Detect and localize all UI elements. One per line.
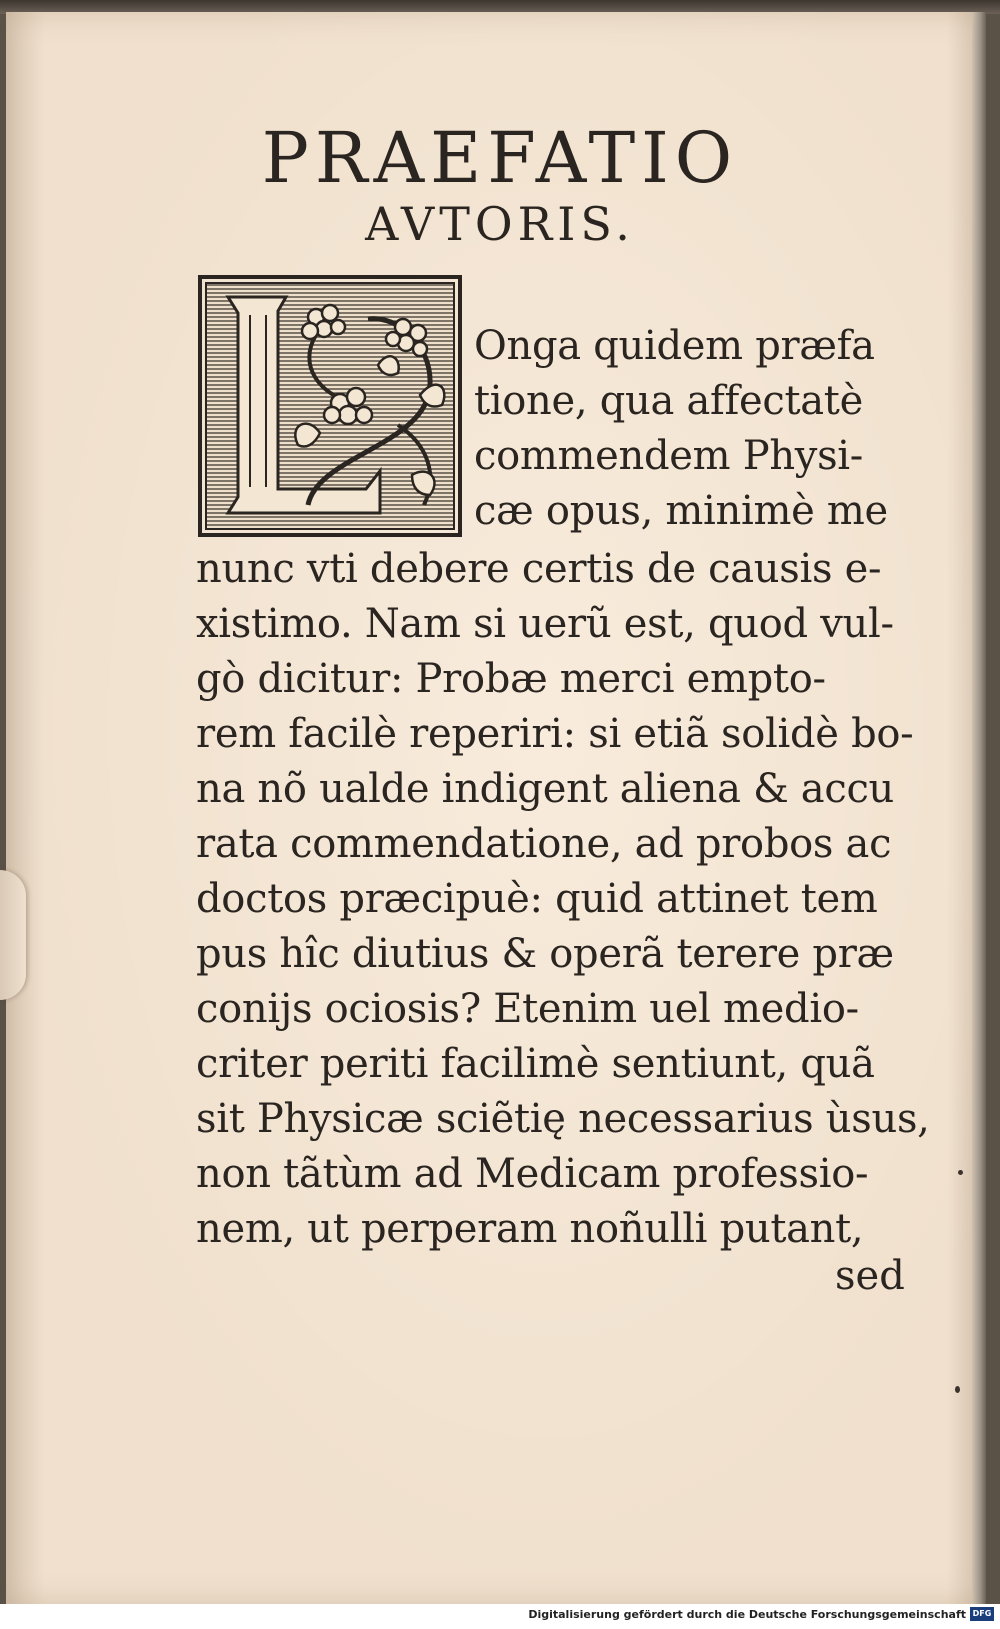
text-line: rem facilè reperiri: si etiã solidè bo-	[196, 711, 914, 757]
text-line: cæ opus, minimè me	[474, 488, 888, 534]
text-line: na nõ ualde indigent aliena & accu	[196, 766, 895, 812]
text-line: pus hîc diutius & operã terere præ	[196, 931, 894, 977]
page-edge	[972, 12, 986, 1622]
page-subtitle: AVTORIS.	[365, 197, 635, 251]
text-line: sit Physicæ sciẽtię necessarius ùsus,	[196, 1096, 930, 1142]
catchword: sed	[835, 1253, 905, 1299]
ink-speck	[958, 1170, 963, 1175]
text-line: nem, ut perperam noñulli putant,	[196, 1206, 864, 1252]
ink-speck	[955, 1386, 960, 1393]
decorated-initial-L	[198, 275, 462, 537]
text-line: conijs ociosis? Etenim uel medio-	[196, 986, 859, 1032]
funding-credit: Digitalisierung gefördert durch die Deutsche Forschungsgemeinschaft	[528, 1608, 966, 1621]
text-line: xistimo. Nam si uerũ est, quod vul-	[196, 601, 894, 647]
text-line: Onga quidem præfa	[474, 323, 875, 369]
text-line: doctos præcipuè: quid attinet tem	[196, 876, 878, 922]
page-title: PRAEFATIO	[261, 117, 739, 199]
page-tab-marker	[0, 870, 26, 1000]
dfg-logo: DFG	[970, 1607, 994, 1621]
text-line: non tãtùm ad Medicam professio-	[196, 1151, 869, 1197]
text-line: gò dicitur: Probæ merci empto-	[196, 656, 826, 702]
text-line: commendem Physi-	[474, 433, 864, 479]
text-line: nunc vti debere certis de causis e-	[196, 546, 882, 592]
text-line: criter periti facilimè sentiunt, quã	[196, 1041, 875, 1087]
text-line: rata commendatione, ad probos ac	[196, 821, 892, 867]
text-line: tione, qua affectatè	[474, 378, 863, 424]
